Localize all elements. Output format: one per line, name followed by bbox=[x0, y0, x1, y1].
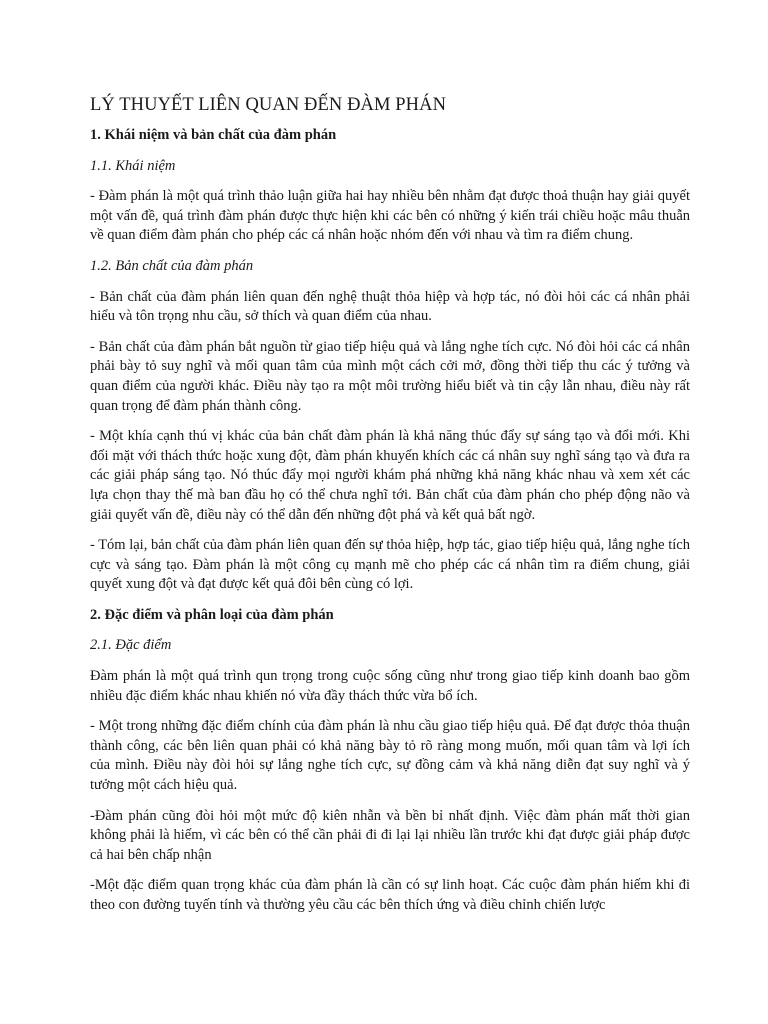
document-title: LÝ THUYẾT LIÊN QUAN ĐẾN ĐÀM PHÁN bbox=[90, 95, 447, 115]
paragraph: - Bản chất của đàm phán liên quan đến nghệ thuật thỏa hiệp và hợp tác, nó đòi hỏi các cá nhân phải hiểu và tôn trọng nhu cầu, sở thích và quan điểm của nhau. bbox=[90, 288, 690, 325]
paragraph: - Đàm phán là một quá trình thảo luận giữa hai hay nhiều bên nhằm đạt được thoả thuận hay giải quyết một vấn đề, quá trình đàm phán được thực hiện khi các bên có những ý kiến trái chiều hoặc mâu thuẫn về quan điểm đàm phán cho phép các cá nhân hoặc nhóm đến với nhau và tìm ra điểm chung. bbox=[90, 188, 690, 244]
section-1-1-heading: 1.1. Khái niệm bbox=[90, 157, 176, 174]
paragraph: -Đàm phán cũng đòi hỏi một mức độ kiên nhẫn và bền bỉ nhất định. Việc đàm phán mất thời gian không phải là hiếm, vì các bên có thể cần phải đi đi lại lại nhiều lần trước khi đạt được giải pháp được cả hai bên chấp nhận bbox=[90, 807, 690, 863]
section-2-heading: 2. Đặc điểm và phân loại của đàm phán bbox=[90, 606, 334, 623]
paragraph: - Một trong những đặc điểm chính của đàm phán là nhu cầu giao tiếp hiệu quả. Để đạt được thỏa thuận thành công, các bên liên quan phải có khả năng bày tỏ rõ ràng mong muốn, mối quan tâm và lợi ích của mình. Điều này đòi hỏi sự lắng nghe tích cực, sự đồng cảm và khả năng diễn đạt suy nghĩ và ý tưởng một cách hiệu quả. bbox=[90, 718, 690, 794]
paragraph: Đàm phán là một quá trình qun trọng trong cuộc sống cũng như trong giao tiếp kinh doanh bao gồm nhiều đặc điểm khác nhau khiến nó vừa đầy thách thức vừa bổ ích. bbox=[90, 668, 690, 704]
paragraph: - Tóm lại, bản chất của đàm phán liên quan đến sự thỏa hiệp, hợp tác, giao tiếp hiệu quả, lắng nghe tích cực và sáng tạo. Đàm phán là một công cụ mạnh mẽ cho phép các cá nhân tìm ra điểm chung, giải quyết xung đột và đạt được kết quả đôi bên cùng có lợi. bbox=[90, 537, 690, 593]
paragraph: - Một khía cạnh thú vị khác của bản chất đàm phán là khả năng thúc đẩy sự sáng tạo và đổi mới. Khi đối mặt với thách thức hoặc xung đột, đàm phán khuyến khích các cá nhân suy nghĩ sáng tạo và đưa ra các giải pháp sáng tạo. Nó thúc đẩy mọi người khám phá những khả năng khác nhau và xem xét các lựa chọn thay thế mà ban đầu họ có thể chưa nghĩ tới. Bản chất của đàm phán cho phép động não và giải quyết vấn đề, điều này có thể dẫn đến những đột phá và kết quả bất ngờ. bbox=[90, 428, 690, 523]
section-1-2-heading: 1.2. Bản chất của đàm phán bbox=[90, 257, 254, 274]
section-2-1-heading: 2.1. Đặc điểm bbox=[90, 637, 172, 654]
paragraph: -Một đặc điểm quan trọng khác của đàm phán là cần có sự linh hoạt. Các cuộc đàm phán hiếm khi đi theo con đường tuyến tính và thường yêu cầu các bên thích ứng và điều chỉnh chiến lược bbox=[90, 877, 690, 913]
document-page bbox=[90, 92, 690, 927]
paragraph: - Bản chất của đàm phán bắt nguồn từ giao tiếp hiệu quả và lắng nghe tích cực. Nó đòi hỏi các cá nhân phải bày tỏ suy nghĩ và mối quan tâm của mình một cách cởi mở, đồng thời tiếp thu các ý tưởng và quan điểm của người khác. Điều này tạo ra một môi trường hiểu biết và tin cậy lẫn nhau, điều này rất quan trọng để đàm phán thành công. bbox=[90, 338, 690, 414]
section-1-heading: 1. Khái niệm và bản chất của đàm phán bbox=[90, 127, 337, 143]
